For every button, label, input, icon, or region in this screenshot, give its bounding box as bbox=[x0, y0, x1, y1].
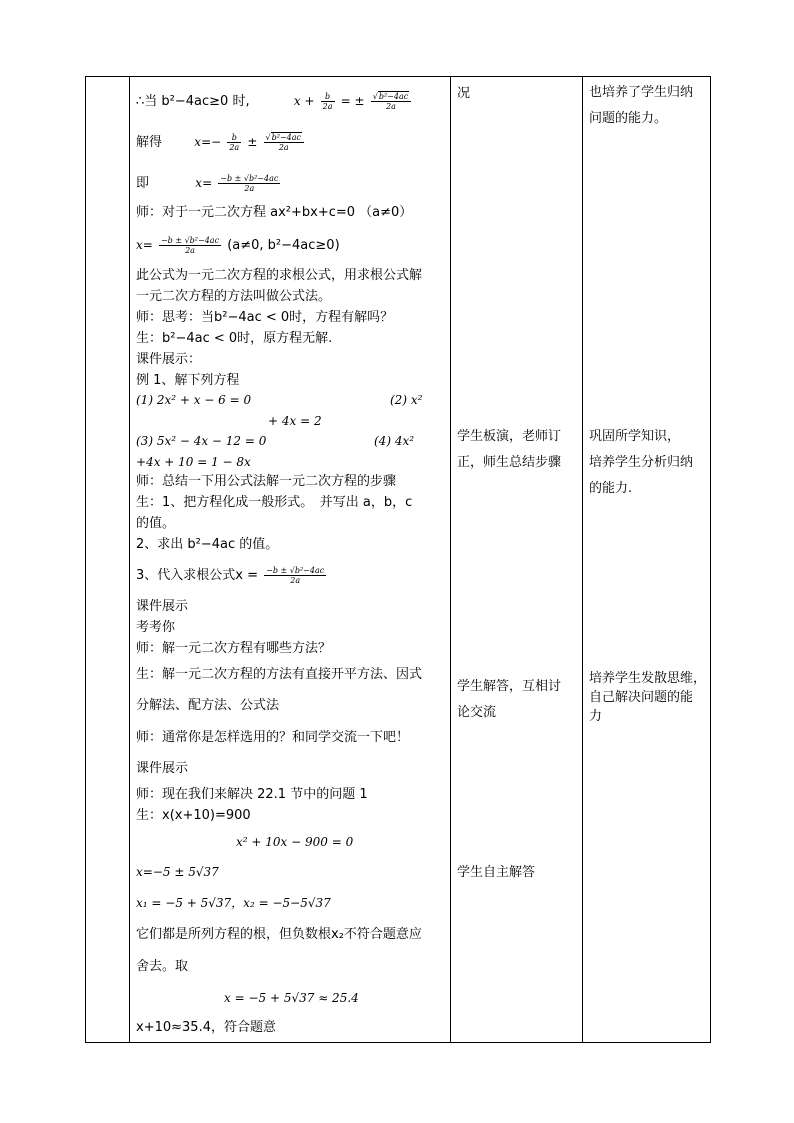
line-student-no-solution: 生：b²−4ac < 0时，原方程无解. bbox=[136, 331, 333, 346]
line-teacher-think: 师：思考：当b²−4ac < 0时，方程有解吗？ bbox=[136, 310, 394, 325]
eq-x-plus: x + bbox=[293, 94, 315, 108]
intent-text-2: 巩固所学知识， 培养学生分析归纳 的能力. bbox=[589, 429, 694, 496]
activity-text-1: 况 bbox=[457, 86, 471, 101]
line-step-3 bbox=[136, 566, 328, 585]
line-student-methods-2: 分解法、配方法、公式法 bbox=[136, 698, 280, 713]
line-teacher-summary: 师：总结一下用公式法解一元二次方程的步骤 bbox=[136, 474, 397, 489]
intent-text-1: 也培养了学生归纳 问题的能力。 bbox=[589, 85, 694, 126]
line-step-2: 2、求出 b²−4ac 的值。 bbox=[136, 537, 279, 552]
line-condition bbox=[136, 92, 413, 111]
table-border-col2 bbox=[450, 76, 451, 1043]
eq-x-equals-2: x= bbox=[136, 238, 153, 252]
frac-quadratic-formula-3: $\frac{\text{−b ± √b²−4ac}}{2a}$ bbox=[266, 566, 325, 585]
eq-problem-4-start: (4) 4x² bbox=[374, 434, 415, 448]
line-roots-explain-1: 它们都是所列方程的根，但负数根x₂不符合题意应 bbox=[136, 927, 422, 942]
activity-text-2: 学生板演，老师订 正，师生总结步骤 bbox=[457, 429, 562, 470]
eq-final-root: x = −5 + 5√37 ≈ 25.4 bbox=[224, 991, 359, 1005]
table-top-border bbox=[85, 76, 711, 77]
eq-x-minus: x=− bbox=[194, 135, 222, 149]
frac-quadratic-formula: $\frac{\text{−b ± √b²−4ac}}{2a}$ bbox=[220, 174, 279, 193]
eq-problem-4-end: +4x + 10 = 1 − 8x bbox=[136, 455, 251, 469]
eq-equals-pm: = ± bbox=[340, 94, 365, 108]
line-step-1: 生：1、把方程化成一般形式。 并写出 a，b，c bbox=[136, 495, 413, 510]
line-teacher-problem: 师：现在我们来解决 22.1 节中的问题 1 bbox=[136, 787, 368, 802]
line-teacher-discuss: 师：通常你是怎样选用的？和同学交流一下吧！ bbox=[136, 730, 410, 745]
eq-problem-3: (3) 5x² − 4x − 12 = 0 bbox=[136, 434, 267, 448]
line-courseware-2: 课件展示 bbox=[136, 599, 189, 614]
table-bottom-border bbox=[85, 1042, 711, 1043]
frac-quadratic-formula-2: $\frac{\text{−b ± √b²−4ac}}{2a}$ bbox=[160, 236, 220, 255]
line-courseware-3: 课件展示 bbox=[136, 761, 189, 776]
eq-problem-2-start: (2) x² bbox=[390, 393, 423, 407]
text-step-3: 3、代入求根公式x = bbox=[136, 568, 258, 583]
activity-text-3: 学生解答，互相讨 论交流 bbox=[457, 679, 562, 720]
line-formula-def-1: 此公式为一元二次方程的求根公式，用求根公式解 bbox=[136, 268, 423, 283]
line-roots-explain-2: 舍去。取 bbox=[136, 959, 189, 974]
eq-problem-1: (1) 2x² + x − 6 = 0 bbox=[136, 393, 252, 407]
line-solve bbox=[136, 133, 306, 152]
eq-x-equals: x= bbox=[195, 176, 213, 190]
eq-roots: x₁ = −5 + 5√37，x₂ = −5−5√37 bbox=[136, 896, 331, 910]
intent-text-3: 培养学生发散思维， 自己解决问题的能 力 bbox=[589, 671, 707, 724]
line-step-1-cont: 的值。 bbox=[136, 516, 176, 531]
eq-pm: ± bbox=[247, 135, 258, 149]
line-therefore bbox=[136, 174, 282, 193]
frac-b-2a: $\frac{b}{2a}$ bbox=[322, 92, 333, 111]
line-formula-condition bbox=[136, 236, 340, 255]
line-example-1: 例 1、解下列方程 bbox=[136, 373, 240, 388]
frac-sqrt-over-2a: $\frac{\text{√b²−4ac}}{2a}$ bbox=[371, 92, 411, 111]
table-border-col1 bbox=[129, 76, 130, 1043]
line-conclusion: x+10≈35.4，符合题意 bbox=[136, 1020, 276, 1035]
label-solve: 解得 bbox=[136, 135, 163, 150]
line-student-equation: 生：x(x+10)=900 bbox=[136, 808, 251, 823]
eq-solution: x=−5 ± 5√37 bbox=[136, 865, 219, 879]
table-border-col0 bbox=[85, 76, 86, 1043]
label-therefore: 即 bbox=[136, 176, 150, 191]
line-formula-def-2: 一元二次方程的方法叫做公式法。 bbox=[136, 289, 332, 304]
frac-b-2a-2: $\frac{b}{2a}$ bbox=[229, 133, 240, 152]
eq-problem-2-end: + 4x = 2 bbox=[268, 414, 322, 428]
line-teacher-methods: 师：解一元二次方程有哪些方法？ bbox=[136, 641, 332, 656]
eq-expanded: x² + 10x − 900 = 0 bbox=[236, 835, 354, 849]
line-quiz: 考考你 bbox=[136, 620, 176, 635]
text-formula-condition: (a≠0, b²−4ac≥0) bbox=[227, 238, 340, 253]
table-border-col3 bbox=[582, 76, 583, 1043]
line-student-methods-1: 生：解一元二次方程的方法有直接开平方法、因式 bbox=[136, 667, 423, 682]
table-border-col4 bbox=[710, 76, 711, 1043]
activity-text-4: 学生自主解答 bbox=[457, 865, 536, 880]
text-condition: ∴当 b²−4ac≥0 时, bbox=[136, 94, 250, 109]
line-teacher-general-form: 师：对于一元二次方程 ax²+bx+c=0 （a≠0） bbox=[136, 205, 413, 220]
frac-sqrt-over-2a-2: $\frac{\text{√b²−4ac}}{2a}$ bbox=[264, 133, 304, 152]
line-courseware-1: 课件展示： bbox=[136, 352, 202, 367]
